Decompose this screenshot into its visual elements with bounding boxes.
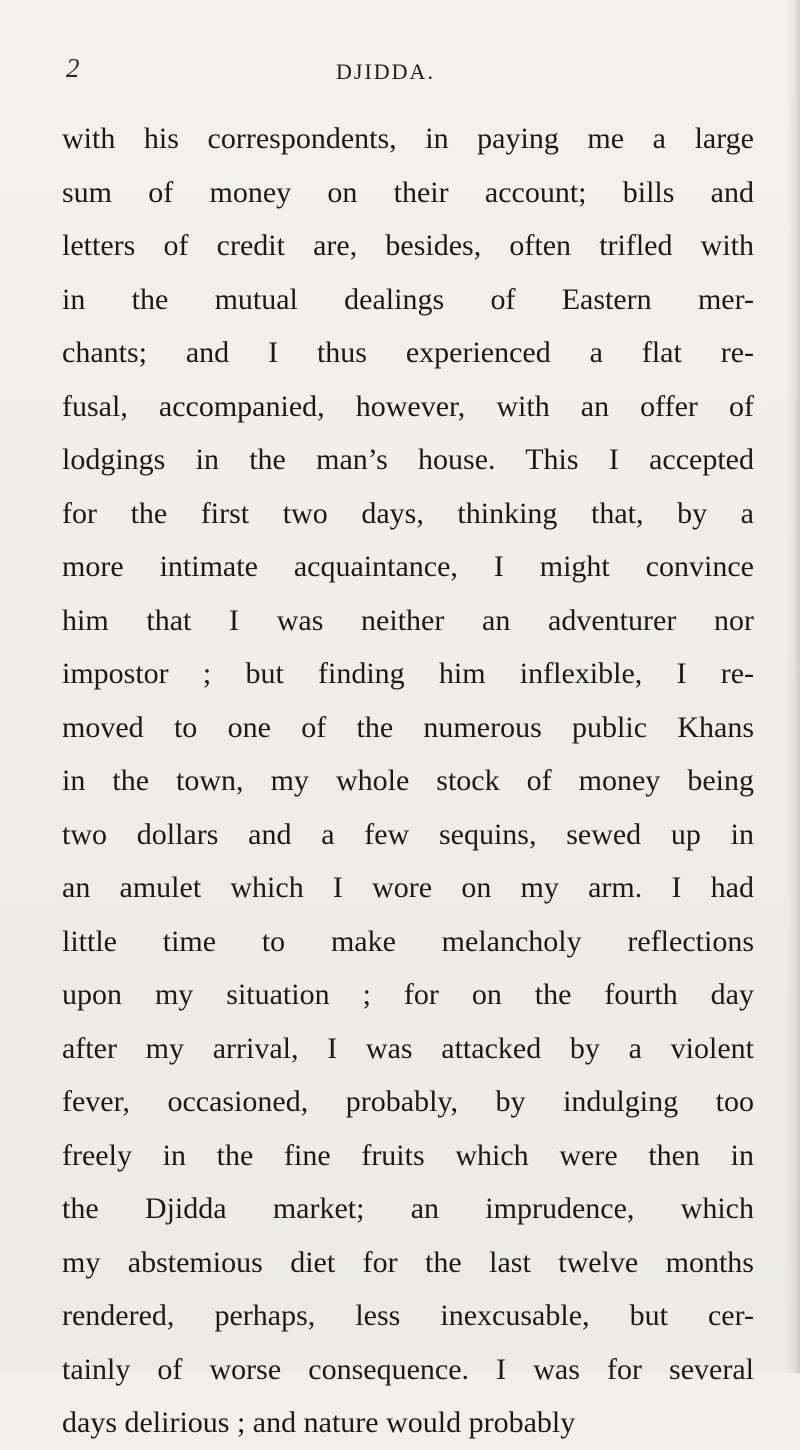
running-title: DJIDDA. (336, 59, 435, 84)
text-line: moved to one of the numerous public Khans (62, 710, 754, 744)
text-line: for the first two days, thinking that, by a (62, 496, 754, 530)
text-line: with his correspondents, in paying me a large (62, 122, 754, 155)
text-line: fusal, accompanied, however, with an offer of (62, 389, 754, 423)
text-line: upon my situation ; for on the fourth day (62, 978, 754, 1011)
text-line: lodgings in the man’s house. This I accepted (62, 443, 754, 476)
text-line: after my arrival, I was attacked by a violent (62, 1031, 754, 1065)
text-line: rendered, perhaps, less inexcusable, but cer- (62, 1299, 754, 1332)
text-line: tainly of worse consequence. I was for several (62, 1352, 754, 1386)
running-head (0, 50, 800, 100)
text-line: an amulet which I wore on my arm. I had (62, 871, 754, 904)
text-line: fever, occasioned, probably, by indulging too (62, 1085, 754, 1118)
text-line: little time to make melancholy reflections (62, 924, 754, 958)
page-edge-shadow (786, 0, 800, 1373)
page-number: 2 (66, 53, 80, 83)
text-line: freely in the fine fruits which were then in (62, 1138, 754, 1172)
text-line: letters of credit are, besides, often trifled with (62, 229, 754, 262)
text-line: more intimate acquaintance, I might convince (62, 550, 754, 583)
text-line: chants; and I thus experienced a flat re- (62, 336, 754, 369)
text-line: sum of money on their account; bills and (62, 175, 754, 209)
text-line: my abstemious diet for the last twelve months (62, 1245, 754, 1279)
text-line: days delirious ; and nature would probably (62, 1406, 576, 1439)
body-text (62, 112, 754, 1450)
text-line: him that I was neither an adventurer nor (62, 603, 754, 637)
text-line: the Djidda market; an imprudence, which (62, 1192, 754, 1225)
text-line: two dollars and a few sequins, sewed up in (62, 817, 754, 851)
text-line: in the town, my whole stock of money being (62, 764, 754, 797)
text-line: in the mutual dealings of Eastern mer- (62, 282, 754, 316)
text-line: impostor ; but finding him inflexible, I re- (62, 657, 754, 690)
